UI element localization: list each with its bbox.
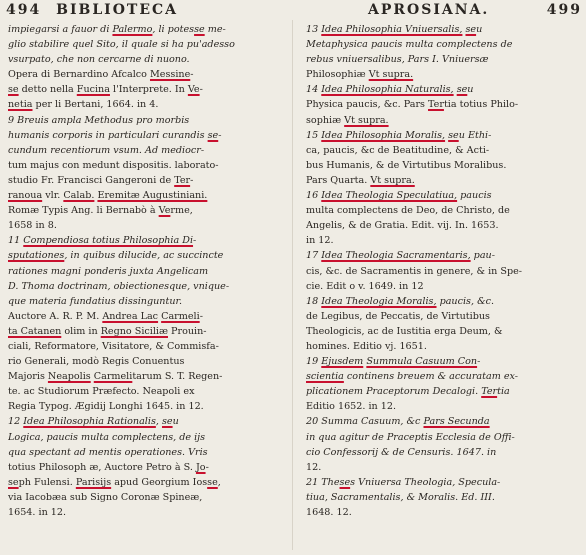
line-text: 21 Theses Vniuersa Theologia, Specula- <box>306 476 501 488</box>
text-line <box>306 233 582 248</box>
line-text: 9 Breuis ampla Methodus pro morbis <box>8 114 190 126</box>
text-line <box>306 128 582 143</box>
text-line <box>8 324 286 339</box>
text-line <box>306 173 582 188</box>
line-text: 11 Compendiosa totius Philosophia Di- <box>8 235 197 247</box>
text-line <box>8 294 286 309</box>
text-line <box>8 113 286 128</box>
text-line <box>306 430 582 445</box>
line-text: homines. Editio vj. 1651. <box>306 340 427 352</box>
right-column <box>306 22 582 520</box>
line-text: totius Philosoph æ, Auctore Petro à S. Jo- <box>8 461 209 473</box>
text-line <box>8 143 286 158</box>
line-text: 16 Idea Theologia Speculatiua, paucis <box>306 190 492 202</box>
text-line <box>8 414 286 429</box>
line-text: Majoris Neapolis Carmelitarum S. T. Regen- <box>8 371 223 383</box>
left-running-title: BIBLIOTECA <box>56 2 179 18</box>
text-line <box>306 248 582 263</box>
line-text: 12. <box>306 461 322 473</box>
text-line <box>306 490 582 505</box>
line-text: seph Fulensi. Parisijs apud Georgium Iosse, <box>8 476 221 488</box>
text-line <box>306 158 582 173</box>
line-text: cundum recentiorum vsum. Ad mediocr- <box>8 144 205 156</box>
line-text: Metaphysica paucis multa complectens de <box>306 39 513 51</box>
line-text: ciali, Reformatore, Visitatore, & Commisfa- <box>8 340 219 352</box>
text-line <box>306 113 582 128</box>
text-line <box>8 460 286 475</box>
line-text: rationes magni ponderis juxta Angelicam <box>8 265 209 277</box>
line-text: D. Thoma doctrinam, obiectionesque, vnique- <box>8 280 230 292</box>
line-text: tiua, Sacramentalis, & Moralis. Ed. III. <box>306 491 495 503</box>
text-line <box>306 143 582 158</box>
line-text: in 12. <box>306 235 334 247</box>
text-line <box>8 505 286 520</box>
line-text: Opera di Bernardino Afcalco Messine- <box>8 69 194 81</box>
text-line <box>8 384 286 399</box>
line-text: ranoua vlr. Calab. Eremitæ Augustiniani. <box>8 190 208 202</box>
line-text: sophiæ Vt supra. <box>306 114 389 126</box>
text-line <box>306 384 582 399</box>
text-line <box>8 490 286 505</box>
left-page-header <box>6 2 178 18</box>
line-text: in qua agitur de Praceptis Ecclesia de Offi- <box>306 431 515 443</box>
line-text: cie. Edit o v. 1649. in 12 <box>306 280 424 292</box>
left-column <box>8 22 286 520</box>
text-line <box>306 264 582 279</box>
text-line <box>8 445 286 460</box>
text-line <box>306 339 582 354</box>
text-line <box>306 294 582 309</box>
line-text: Theologicis, ac de Iustitia erga Deum, & <box>306 325 503 337</box>
line-text: 13 Idea Philosophia Vniuersalis, seu <box>306 24 483 35</box>
text-line <box>8 218 286 233</box>
text-line <box>8 339 286 354</box>
text-line <box>306 97 582 112</box>
line-text: tum majus con medunt dispositis. laborato- <box>8 159 219 171</box>
line-text: Regia Typog. Ægidij Longhi 1645. in 12. <box>8 401 204 413</box>
line-text: cio Confessorij & de Censuris. 1647. in <box>306 446 497 458</box>
text-line <box>306 22 582 37</box>
text-line <box>8 233 286 248</box>
line-text: 15 Idea Philosophia Moralis, seu Ethi- <box>306 129 492 141</box>
text-line <box>8 128 286 143</box>
line-text: ca, paucis, &c de Beatitudine, & Acti- <box>306 144 490 156</box>
line-text: 1648. 12. <box>306 507 352 518</box>
line-text: 14 Idea Philosophia Naturalis, seu <box>306 84 474 96</box>
left-page-number: 494 <box>6 2 42 18</box>
text-line <box>8 22 286 37</box>
text-line <box>8 37 286 52</box>
line-text: vsurpato, che non cercarne di nuono. <box>8 54 190 66</box>
line-text: 1658 in 8. <box>8 220 57 232</box>
line-text: te. ac Studiorum Præfecto. Neapoli ex <box>8 386 195 398</box>
right-running-title: APROSIANA. <box>368 2 490 18</box>
text-line <box>8 309 286 324</box>
line-text: rio Generali, modò Regis Conuentus <box>8 356 185 368</box>
text-line <box>306 460 582 475</box>
line-text: impiegarsi a fauor di Palermo, li potesse me- <box>8 24 226 35</box>
line-text: Auctore A. R. P. M. Andrea Lac Carmeli- <box>8 310 203 322</box>
line-text: Angelis, & de Gratia. Edit. vij. In. 1653. <box>306 220 499 232</box>
line-text: que materia fundatius dissinguntur. <box>8 295 183 307</box>
text-line <box>306 445 582 460</box>
text-line <box>306 414 582 429</box>
text-line <box>8 279 286 294</box>
line-text: 20 Summa Casuum, &c Pars Secunda <box>306 416 490 428</box>
line-text: qua spectant ad mentis operationes. Vris <box>8 446 208 458</box>
line-text: se detto nella Fucina l'Interprete. In Ve- <box>8 84 203 96</box>
text-line <box>8 67 286 82</box>
line-text: Physica paucis, &c. Pars Tertia totius Philo- <box>306 99 519 111</box>
line-text: studio Fr. Francisci Gangeroni de Ter- <box>8 174 194 186</box>
line-text: Editio 1652. in 12. <box>306 401 397 413</box>
line-text: glio stabilire quel Sito, il quale si ha pu'adesso <box>8 39 235 51</box>
text-line <box>8 97 286 112</box>
line-text: rebus vniuersalibus, Pars I. Vniuersæ <box>306 54 489 66</box>
line-text: plicationem Praceptorum Decalogi. Tertia <box>306 386 510 398</box>
line-text: Pars Quarta. Vt supra. <box>306 174 415 186</box>
line-text: via Iacobæa sub Signo Coronæ Spineæ, <box>8 491 203 503</box>
text-line <box>306 369 582 384</box>
line-text: sputationes, in quibus dilucide, ac succincte <box>8 250 224 262</box>
text-line <box>306 82 582 97</box>
line-text: ta Catanen olim in Regno Siciliæ Prouin- <box>8 325 207 337</box>
line-text: 1654. in 12. <box>8 507 67 518</box>
text-line <box>8 52 286 67</box>
text-line <box>306 67 582 82</box>
text-line <box>306 279 582 294</box>
text-line <box>306 188 582 203</box>
text-line <box>306 37 582 52</box>
text-line <box>306 203 582 218</box>
line-text: cis, &c. de Sacramentis in genere, & in Spe- <box>306 265 523 277</box>
line-text: Philosophiæ Vt supra. <box>306 69 414 81</box>
text-line <box>8 173 286 188</box>
line-text: 18 Idea Theologia Moralis, paucis, &c. <box>306 295 495 307</box>
text-line <box>306 475 582 490</box>
text-line <box>306 324 582 339</box>
text-line <box>8 430 286 445</box>
line-text: netia per li Bertani, 1664. in 4. <box>8 99 159 111</box>
text-line <box>8 475 286 490</box>
text-line <box>306 399 582 414</box>
line-text: Logica, paucis multa complectens, de ijs <box>8 431 206 443</box>
text-line <box>8 354 286 369</box>
text-line <box>306 52 582 67</box>
line-text: multa complectens de Deo, de Christo, de <box>306 205 510 217</box>
text-line <box>8 369 286 384</box>
text-line <box>8 264 286 279</box>
text-line <box>306 309 582 324</box>
text-line <box>8 248 286 263</box>
text-line <box>8 399 286 414</box>
text-line <box>8 188 286 203</box>
line-text: 19 Ejusdem Summula Casuum Con- <box>306 356 481 368</box>
text-line <box>306 218 582 233</box>
line-text: Romæ Typis Ang. li Bernabò à Verme, <box>8 205 193 217</box>
right-page-number: 499 <box>546 2 582 18</box>
text-line <box>306 354 582 369</box>
line-text: 17 Idea Theologia Sacramentaris, pau- <box>306 250 495 262</box>
line-text: humanis corporis in particulari curandis se- <box>8 129 222 141</box>
line-text: scientia continens breuem & accuratam ex- <box>306 371 519 383</box>
text-line <box>8 203 286 218</box>
line-text: bus Humanis, & de Virtutibus Moralibus. <box>306 159 507 171</box>
text-line <box>8 82 286 97</box>
text-line <box>306 505 582 520</box>
line-text: de Legibus, de Peccatis, de Virtutibus <box>306 310 490 322</box>
line-text: 12 Idea Philosophia Rationalis, seu <box>8 416 179 428</box>
page-gutter <box>292 20 293 550</box>
text-line <box>8 158 286 173</box>
